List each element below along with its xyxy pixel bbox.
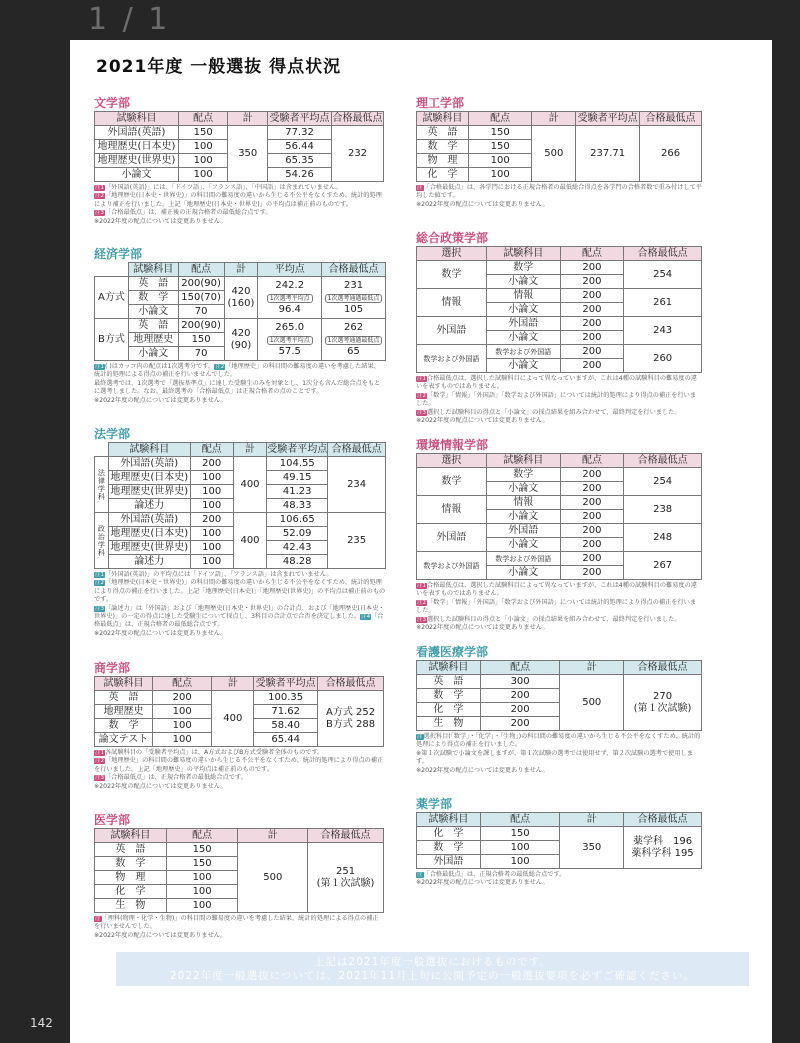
footnotes: 注1「外国語(英語)」の平均点には「ドイツ語」、「フランス語」は含まれていません。 注2「地理歴史(日本史・世界史)」の科目間の難易度の違いから生じる不公平をなくすため、統計的処理により得点の補正を行いました。上記「地理歴史(日本史)」「地理歴史(世界史)」の平均点は補正前のものです。 注3「論述力」は「外国語」および「地理歴史(日本史・世界史)」の合計点、および「地理歴史(日本史・世界史)」の一定の得点に達した受験生について採点し、3科目の合計点で合否を決定しました。注4「合格最低点」は、正規合格者の最低総合点です。 ※2022年度の配点については変更ありません。 (94, 571, 386, 637)
table-header: 合格最低点 (624, 661, 702, 675)
literature-section (94, 97, 384, 226)
commerce-section (94, 662, 384, 791)
table-row: 小論文 200 (417, 275, 702, 289)
table-row: 数学および外国語 数学および外国語 200 260 (417, 345, 702, 359)
table-header: 配点 (560, 247, 624, 261)
table-row: 数学および外国語 数学および外国語 200 267 (417, 552, 702, 566)
page-title: 2021年度 一般選抜 得点状況 (96, 57, 342, 77)
table-row: 英 語 200 400 100.35 A方式 252 B方式 288 (95, 691, 384, 705)
table-header: 合格最低点 (624, 247, 702, 261)
table-row: 数学 数学 200 254 (417, 468, 702, 482)
table-row: 地理歴史 150 (95, 333, 386, 347)
table-row: 生 物 200 (417, 717, 702, 731)
table-header: 計 (224, 263, 258, 277)
table-row: 小論文 200 (417, 331, 702, 345)
table-header: 配点 (468, 112, 532, 126)
table-header: 受験者平均点 (269, 112, 330, 124)
section-title: 理工学部 (416, 96, 465, 110)
table-header: 合格最低点 (624, 813, 702, 827)
table-row: 英 語 300 500 270 (第１次試験) (417, 675, 702, 689)
table-row: 小論文 200 (417, 482, 702, 496)
table-header: 配点 (480, 661, 560, 675)
table-row: 小論文 70 (95, 347, 386, 361)
nursing-table (416, 660, 702, 731)
policy-table (416, 246, 702, 373)
table-header: 配点 (190, 443, 233, 457)
table-header: 試験科目 (486, 454, 560, 468)
table-row: 政治学科 外国語(英語) 200 400 106.65 235 (95, 513, 386, 527)
table-header: 計 (532, 112, 576, 126)
section-title: 商学部 (94, 661, 131, 675)
medicine-section (94, 814, 384, 940)
table-header: 受験者平均点 (577, 112, 638, 124)
table-row: 地理歴史(日本史) 100 56.44 (95, 140, 384, 154)
table-row: 生 物 100 (95, 899, 384, 913)
section-title: 法学部 (94, 427, 131, 441)
table-row: 化 学 100 (95, 885, 384, 899)
economics-table (94, 262, 386, 361)
economics-section (94, 248, 386, 405)
table-header: 計 (238, 829, 308, 843)
table-header: 配点 (480, 813, 560, 827)
table-row: 外国語 外国語 200 243 (417, 317, 702, 331)
table-header: 選択 (417, 247, 487, 261)
notice-banner: 上記は2021年度一般選抜におけるものです。 2022年度一般選抜については、2021年11月上旬に公開予定の一般選抜要項を必ずご確認ください。 (116, 952, 749, 986)
table-row: 小論文 100 54.26 (95, 168, 384, 182)
footnotes: 注1合格最低点は、選択した試験科目によって異なっていますが、これは4種の試験科目の難易度の違いを表すものではありません。 注2「数学」「情報」「外国語」「数学および外国語」については統計的処理により得点の補正を行いました。 注3選択した試験科目の得点と「小論文」の採点結果を組み合わせて、最終判定を行いました。 ※2022年度の配点については変更ありません。 (416, 582, 697, 632)
table-header: 配点 (178, 112, 228, 126)
table-header: 試験科目 (417, 813, 481, 827)
table-row: 数 学 200 (417, 689, 702, 703)
table-header: 計 (212, 677, 254, 691)
table-header: 試験科目 (95, 677, 153, 691)
table-row: 小論文 200 (417, 538, 702, 552)
table-row: 地理歴史(世界史) 100 41.23 (95, 485, 386, 499)
nursing-section (416, 646, 702, 775)
footnotes: 注1合格最低点は、選択した試験科目によって異なっていますが、これは4種の試験科目の難易度の違いを表すものではありません。 注2「数学」「情報」「外国語」「数学および外国語」については統計的処理により得点の補正を行いました。 注3選択した試験科目の得点と「小論文」の採点結果を組み合わせて、最終判定を行いました。 ※2022年度の配点については変更ありません。 (416, 375, 697, 425)
section-title: 総合政策学部 (416, 231, 489, 245)
table-header: 合格最低点 (624, 454, 702, 468)
table-header: 選択 (417, 454, 487, 468)
table-row: 化 学 100 (417, 168, 702, 182)
table-row: 化 学 200 (417, 703, 702, 717)
footnotes: 注選択科目(「数学」・「化学」・「生物」)の科目間の難易度の違いから生じる不公平をなくすため、統計的処理により得点の補正を行いました。 ※第１次試験で小論文を課しますが、第１次試験の選考では使用せず、第２次試験の選考で使用します。 ※2022年度の配点については変更ありません。 (416, 733, 701, 774)
table-row: 論述力 100 48.33 (95, 499, 386, 513)
table-row: 小論文 200 (417, 303, 702, 317)
table-header: 試験科目 (486, 247, 560, 261)
footnotes: 注1各試験科目の「受験者平均点」は、A方式およびB方式受験者全体のものです。 注2「地理歴史」の科目間の難易度の違いから生じる不公平をなくすため、統計的処理により得点の補正を行いました。上記「地理歴史」の平均点は補正前のものです。 注3「合格最低点」は、正規合格者の最低総合点です。 ※2022年度の配点については変更ありません。 (94, 749, 384, 790)
table-row: 物 理 100 (417, 154, 702, 168)
table-row: 英 語 150 500 251 (第１次試験) (95, 843, 384, 857)
section-title: 医学部 (94, 813, 131, 827)
table-row: 数 学 150(70) (95, 291, 386, 305)
table-row: 外国語 100 (417, 855, 702, 869)
table-row: 情報 情報 200 238 (417, 496, 702, 510)
table-row: 数 学 100 58.40 (95, 719, 384, 733)
env-section (416, 439, 702, 632)
table-header: 合格最低点 (328, 443, 386, 457)
table-header: 計 (560, 661, 624, 675)
footnotes: 注「理科(物理・化学・生物)」の科目間の難易度の違いを考慮した結果、統計的処理による得点の補正を行いませんでした。 ※2022年度の配点については変更ありません。 (94, 915, 379, 939)
table-row: 小論文 70 (95, 305, 386, 319)
table-header: 計 (233, 443, 266, 457)
table-row: 数 学 150 (95, 857, 384, 871)
table-row: B方式 英 語 200(90) 420 (90) 265.0 1次選考平均点 57.5 262 1次選考通過最低点 65 (95, 319, 386, 333)
footnotes: 注「合格最低点」は、各学門における正規合格者の最低総合得点を各学門の合格者数で重み付けして平均した値です。 ※2022年度の配点については変更ありません。 (416, 184, 702, 208)
table-row: A方式 英 語 200(90) 420 (160) 242.2 1次選考平均点 96.4 231 1次選考通過最低点 105 (95, 277, 386, 291)
table-header: 配点 (152, 677, 212, 691)
policy-section (416, 232, 702, 425)
table-header: 試験科目 (417, 112, 469, 126)
table-row: 論文テスト 100 65.44 (95, 733, 384, 747)
table-header: 計 (560, 813, 624, 827)
table-row: 数 学 150 (417, 140, 702, 154)
pharmacy-table (416, 812, 702, 869)
table-header: 配点 (178, 263, 224, 277)
table-row: 小論文 200 (417, 566, 702, 580)
table-row: 英 語 150 500 237.71 266 (417, 126, 702, 140)
table-row: 論述力 100 48.28 (95, 555, 386, 569)
table-row: 化 学 150 350 薬学科 196 薬科学科 195 (417, 827, 702, 841)
footnotes: 注1( )はカッコ内の配点は1次選考分です。注2「地理歴史」の科目間の難易度の違いを考慮した結果、統計的処理による得点の補正を行いませんでした。 最終選考では、1次選考で「選抜基準点」に達した受験生のみを対象とし、1次分も含んだ総合点をもとに選考しました。なお、最終選考の「合格最低点」は正規合格者の点のことです。 ※2022年度の配点については変更ありません。 (94, 363, 381, 404)
table-row: 情報 情報 200 261 (417, 289, 702, 303)
table-row: 小論文 200 (417, 510, 702, 524)
table-row: 地理歴史(日本史) 100 52.09 (95, 527, 386, 541)
table-header: 受験者平均点 (267, 443, 328, 455)
table-header: 試験科目 (108, 443, 190, 457)
law-section (94, 428, 386, 638)
medicine-table (94, 828, 384, 913)
pharmacy-section (416, 798, 702, 888)
section-title: 看護医療学部 (416, 645, 489, 659)
footnotes: 注「合格最低点」は、正規合格者の最低総合点です。 ※2022年度の配点については変更ありません。 (416, 871, 566, 887)
table-header: 合格最低点 (322, 263, 386, 277)
table-header: 合格最低点 (308, 829, 384, 843)
table-header: 試験科目 (417, 661, 481, 675)
table-header: 計 (228, 112, 268, 126)
table-row: 外国語 外国語 200 248 (417, 524, 702, 538)
table-header: 配点 (166, 829, 238, 843)
law-table (94, 442, 386, 569)
page-counter: 1 / 1 (88, 2, 171, 37)
table-row: 数 学 100 (417, 841, 702, 855)
table-header: 配点 (560, 454, 624, 468)
table-header: 平均点 (258, 263, 322, 277)
table-row: 物 理 100 (95, 871, 384, 885)
table-header: 合格最低点 (640, 112, 702, 126)
table-row: 地理歴史(世界史) 100 65.35 (95, 154, 384, 168)
table-row: 地理歴史 100 71.62 (95, 705, 384, 719)
table-row: 地理歴史(世界史) 100 42.43 (95, 541, 386, 555)
footnotes: 注1「外国語(英語)」には、「ドイツ語」、「フランス語」、「中国語」は含まれていません。 注2「地理歴史(日本史・世界史)」の科目間の難易度の違いから生じる不公平をなくすため、統計的処理により補正を行いました。上記「地理歴史(日本史・世界史)」の平均点は補正前のものです。 注3「合格最低点」は、補正後の正規合格者の最低総合点です。 ※2022年度の配点については変更ありません。 (94, 184, 382, 225)
table-row: 法律学科 外国語(英語) 200 400 104.55 234 (95, 457, 386, 471)
table-header: 試験科目 (95, 112, 179, 126)
table-row: 数学 数学 200 254 (417, 261, 702, 275)
env-table (416, 453, 702, 580)
science-table (416, 111, 702, 182)
table-row: 小論文 200 (417, 359, 702, 373)
table-header: 受験者平均点 (255, 677, 316, 689)
science-section (416, 97, 702, 209)
table-header: 合格最低点 (332, 112, 383, 124)
literature-table (94, 111, 384, 182)
section-title: 薬学部 (416, 797, 453, 811)
table-row: 地理歴史(日本史) 100 49.15 (95, 471, 386, 485)
section-title: 環境情報学部 (416, 438, 489, 452)
table-header: 合格最低点 (318, 677, 384, 691)
commerce-table (94, 676, 384, 747)
section-title: 経済学部 (94, 247, 143, 261)
table-header: 試験科目 (128, 263, 178, 277)
document-page (70, 40, 772, 1043)
section-title: 文学部 (94, 96, 131, 110)
table-row: 外国語(英語) 150 350 77.32 232 (95, 126, 384, 140)
table-header: 試験科目 (95, 829, 167, 843)
page-number: 142 (30, 1016, 53, 1030)
